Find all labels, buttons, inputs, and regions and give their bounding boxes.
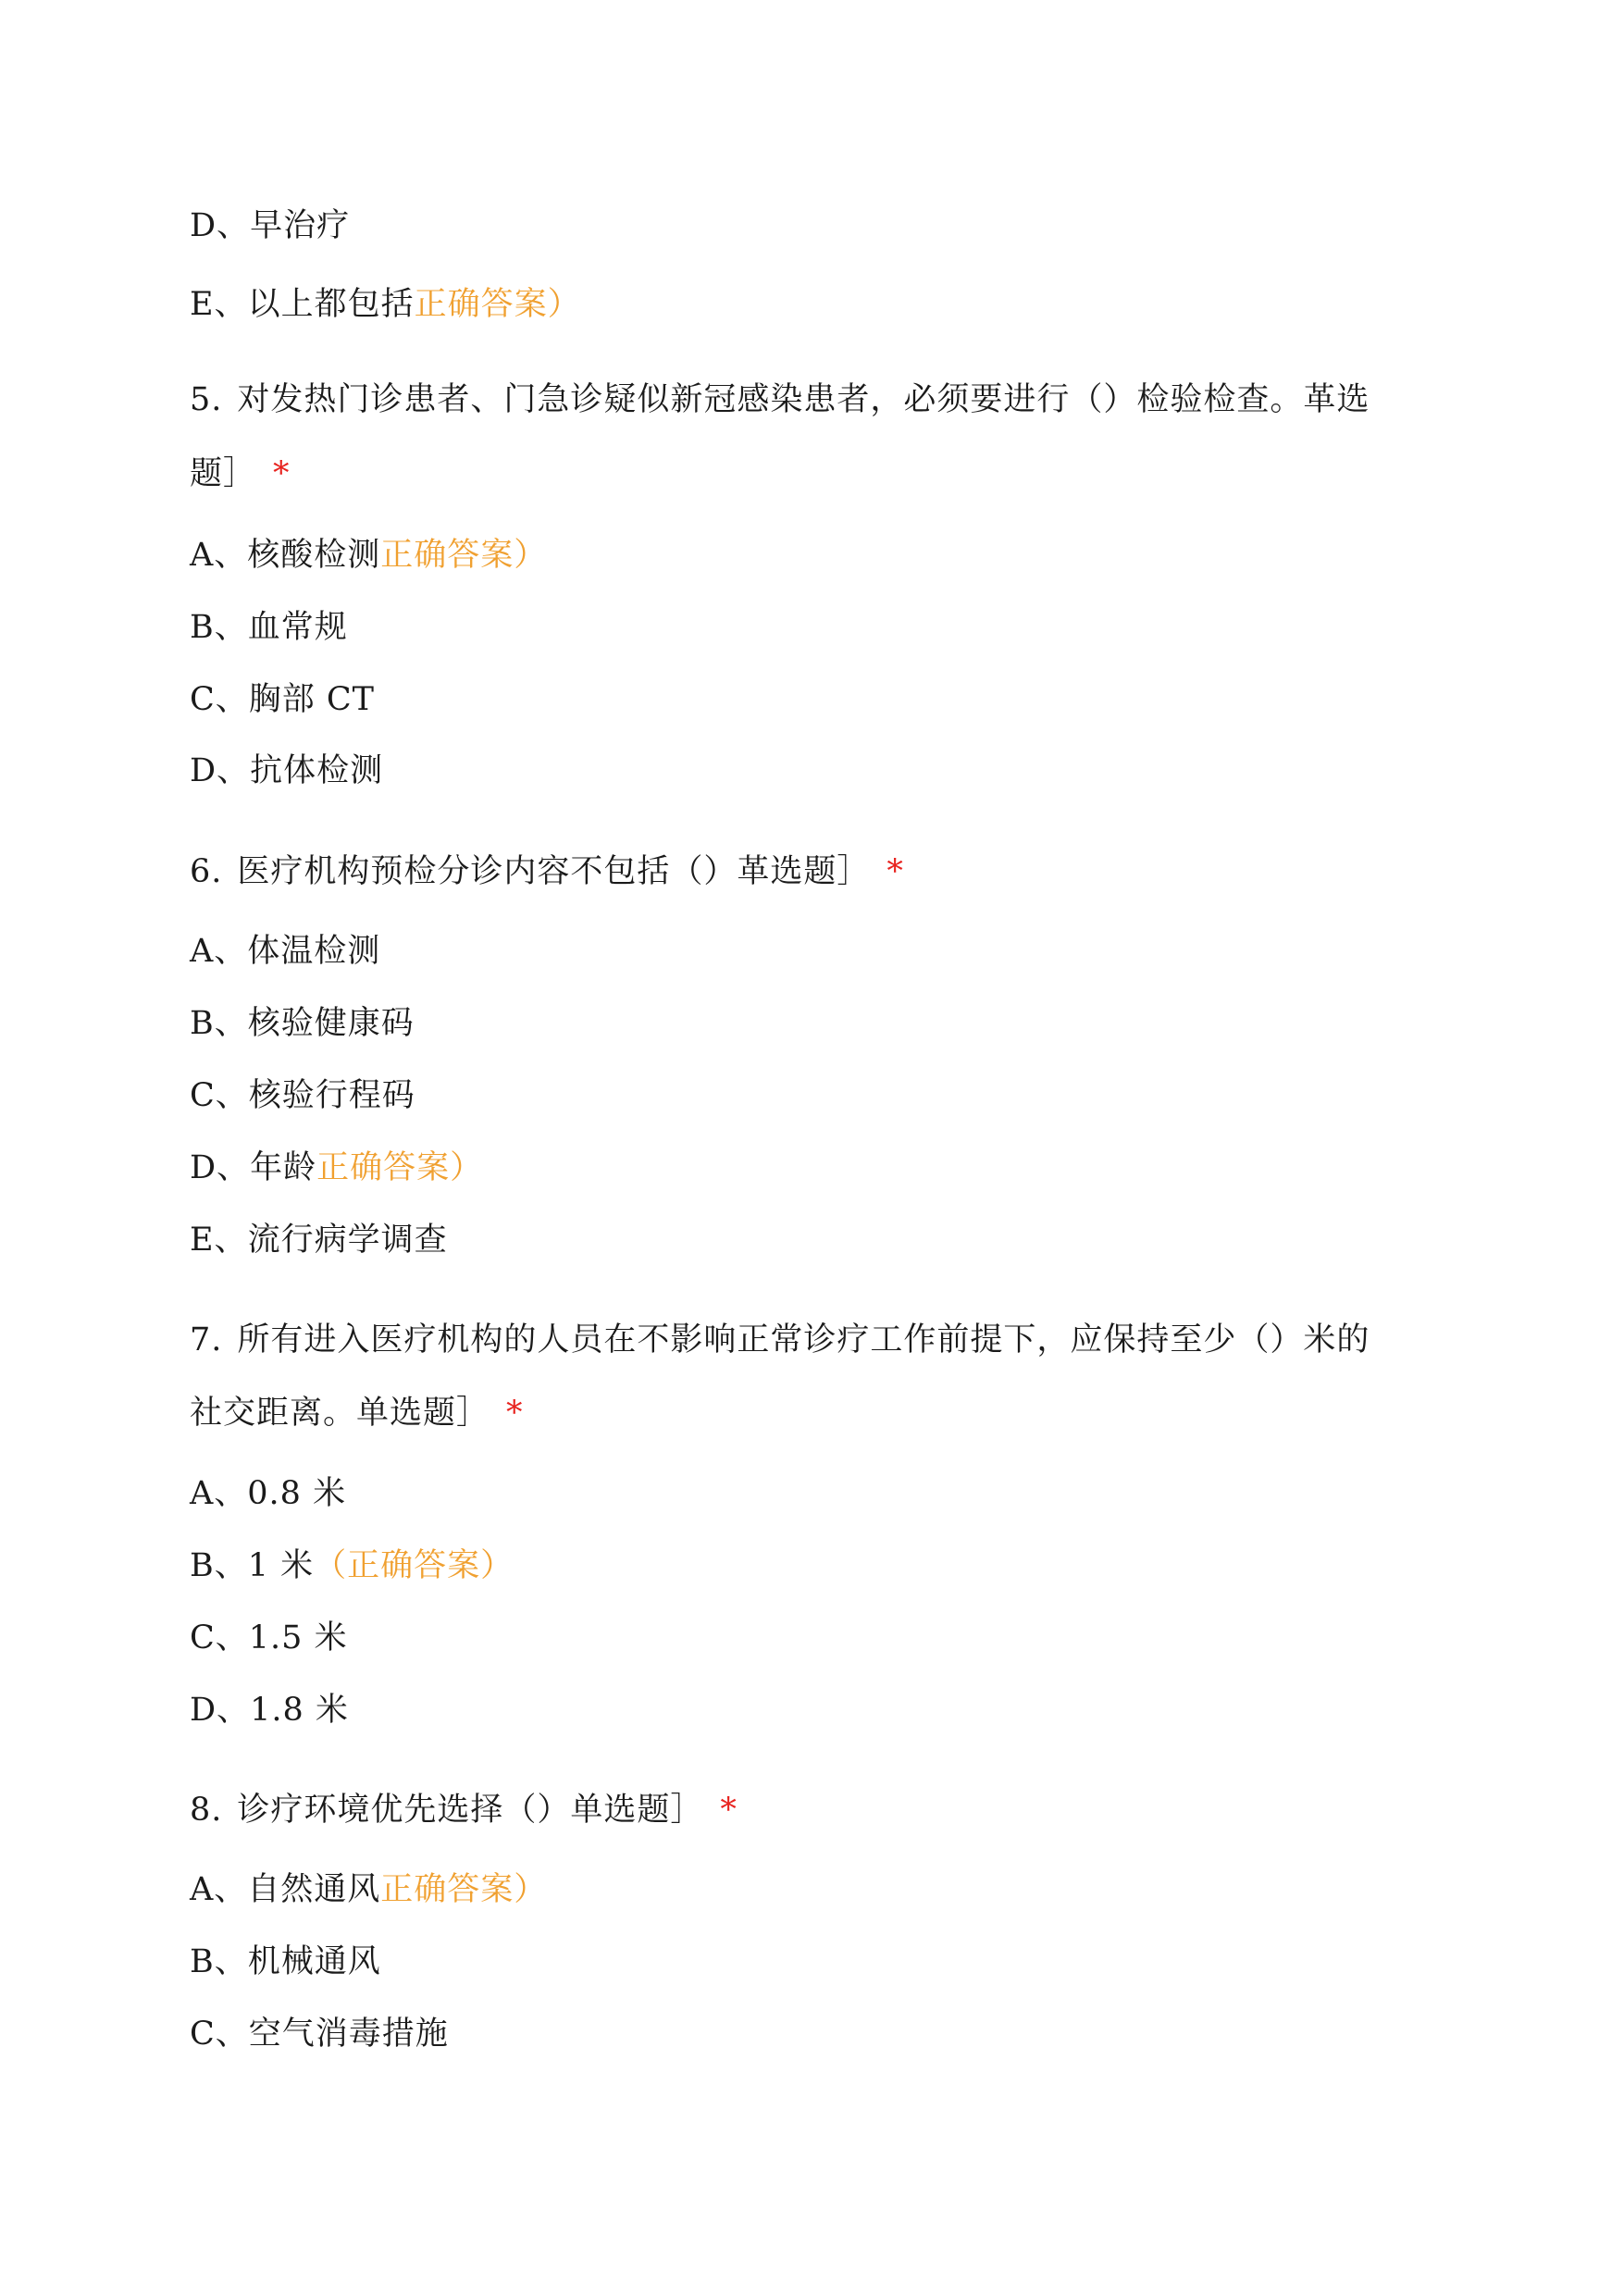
option-q5-d [190, 751, 383, 791]
option-q7-b [190, 1545, 514, 1586]
option-prefix: C、 [190, 1077, 249, 1114]
question-number: 8. [190, 1792, 223, 1829]
option-prefix: D、 [190, 1149, 251, 1186]
required-star: * [720, 1792, 738, 1829]
question-8-title [190, 1790, 738, 1830]
option-prefix: A、 [190, 1871, 248, 1908]
option-q8-b [190, 1941, 381, 1982]
correct-answer-mark: 正确答案） [380, 1871, 548, 1908]
option-q8-c [190, 2014, 449, 2054]
option-prefix: D、 [190, 207, 251, 244]
required-star: * [506, 1395, 524, 1432]
option-q5-a [190, 535, 547, 576]
option-q7-c [190, 1618, 348, 1658]
question-5-title [190, 379, 1370, 420]
question-text: 医疗机构预检分诊内容不包括（）革选题］ [237, 853, 871, 890]
option-q7-d [190, 1690, 349, 1731]
option-q6-b [190, 1003, 415, 1044]
option-prefix: B、 [190, 609, 248, 646]
required-star: * [886, 853, 904, 890]
option-q7-a [190, 1473, 346, 1514]
option-prefix: B、 [190, 1005, 248, 1042]
option-prefix: B、 [190, 1943, 248, 1980]
option-prefix: C、 [190, 681, 249, 718]
option-text: 机械通风 [247, 1943, 381, 1980]
option-text: 空气消毒措施 [248, 2016, 449, 2053]
question-6-title [190, 851, 904, 892]
question-text-cont: 题］ [190, 455, 257, 492]
option-prefix: C、 [190, 2016, 249, 2053]
option-text: 核酸检测 [247, 537, 381, 574]
option-prefix: A、 [190, 933, 248, 970]
option-text: 血常规 [247, 609, 348, 646]
correct-answer-mark: 正确答案） [380, 537, 548, 574]
option-prefix: B、 [190, 1547, 248, 1584]
option-text: 核验行程码 [248, 1077, 415, 1114]
correct-answer-mark: 正确答案） [414, 286, 581, 323]
option-prefix: C、 [190, 1619, 249, 1656]
question-7-title-cont [190, 1393, 524, 1433]
question-5-title-cont [190, 453, 291, 494]
question-text: 诊疗环境优先选择（）单选题］ [237, 1792, 704, 1829]
question-text: 对发热门诊患者、门急诊疑似新冠感染患者，必须要进行（）检验检查。革选 [237, 381, 1370, 418]
option-text: 流行病学调查 [247, 1222, 448, 1259]
option-q6-c [190, 1075, 415, 1116]
option-text: 早治疗 [250, 207, 351, 244]
option-q4-e [190, 284, 581, 325]
option-text: 1 米 [247, 1547, 315, 1584]
option-text: 1.8 米 [250, 1692, 349, 1729]
option-text: 1.5 米 [248, 1619, 348, 1656]
correct-answer-mark: （正确答案） [314, 1547, 514, 1584]
question-text-cont: 社交距离。单选题］ [190, 1395, 490, 1432]
option-q6-e [190, 1220, 448, 1260]
option-prefix: E、 [190, 286, 248, 323]
option-prefix: A、 [190, 1475, 248, 1512]
required-star: * [273, 455, 291, 492]
option-text: 0.8 米 [247, 1475, 347, 1512]
option-prefix: D、 [190, 752, 251, 789]
option-q6-d [190, 1148, 483, 1188]
option-q6-a [190, 931, 380, 972]
option-q5-b [190, 607, 348, 648]
option-text: 自然通风 [247, 1871, 381, 1908]
option-text: 胸部 CT [248, 681, 376, 718]
question-number: 5. [190, 381, 223, 418]
option-prefix: A、 [190, 537, 248, 574]
correct-answer-mark: 正确答案） [316, 1149, 484, 1186]
option-prefix: E、 [190, 1222, 248, 1259]
option-q4-d [190, 205, 350, 246]
question-number: 6. [190, 853, 223, 890]
option-prefix: D、 [190, 1692, 251, 1729]
option-q8-a [190, 1869, 547, 1910]
question-7-title [190, 1320, 1370, 1360]
option-q5-c [190, 679, 375, 720]
question-text: 所有进入医疗机构的人员在不影响正常诊疗工作前提下，应保持至少（）米的 [237, 1321, 1370, 1358]
option-text: 以上都包括 [247, 286, 415, 323]
option-text: 年龄 [250, 1149, 317, 1186]
option-text: 抗体检测 [250, 752, 384, 789]
option-text: 核验健康码 [247, 1005, 415, 1042]
question-number: 7. [190, 1321, 223, 1358]
option-text: 体温检测 [247, 933, 381, 970]
